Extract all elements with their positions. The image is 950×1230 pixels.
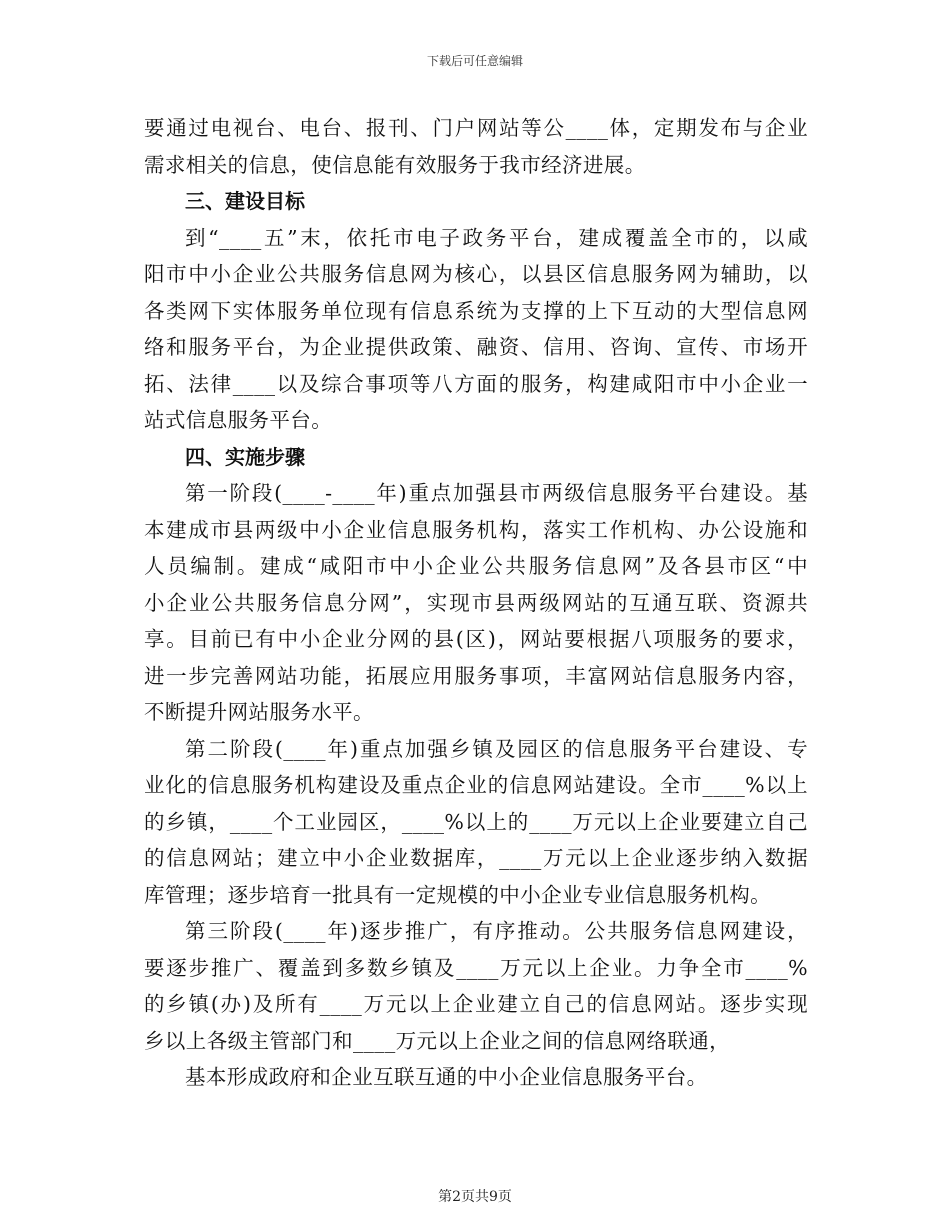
text-line: 的信息网站；建立中小企业数据库，____万元以上企业逐步纳入数据	[144, 846, 808, 870]
text-line: 第三阶段(____年)逐步推广，有序推动。公共服务信息网建设，	[185, 919, 808, 943]
paragraph	[144, 110, 808, 183]
text-line: 人员编制。建成“咸阳市中小企业公共服务信息网”及各县市区“中	[144, 554, 808, 578]
paragraph	[144, 220, 808, 439]
text-line: 享。目前已有中小企业分网的县(区)，网站要根据八项服务的要求，	[144, 627, 808, 651]
text-line: 进一步完善网站功能，拓展应用服务事项，丰富网站信息服务内容，	[144, 663, 808, 688]
text-line: 第二阶段(____年)重点加强乡镇及园区的信息服务平台建设、专	[185, 736, 808, 761]
text-line: 的乡镇，____个工业园区，____%以上的____万元以上企业要建立自己	[144, 809, 808, 834]
text-line: 乡以上各级主管部门和____万元以上企业之间的信息网络联通，	[144, 1028, 730, 1053]
document-body	[144, 110, 808, 1096]
paragraph	[144, 1059, 808, 1096]
text-line: 拓、法律____以及综合事项等八方面的服务，构建咸阳市中小企业一	[144, 371, 808, 396]
text-line: 不断提升网站服务水平。	[144, 700, 374, 724]
text-line: 的乡镇(办)及所有____万元以上企业建立自己的信息网站。逐步实现	[144, 992, 808, 1016]
text-line: 库管理；逐步培育一批具有一定规模的中小企业专业信息服务机构。	[144, 882, 771, 907]
text-line: 络和服务平台，为企业提供政策、融资、信用、咨询、宣传、市场开	[144, 335, 808, 359]
text-line: 本建成市县两级中小企业信息服务机构，落实工作机构、办公设施和	[144, 517, 808, 542]
text-line: 业化的信息服务机构建设及重点企业的信息网站建设。全市____%以上	[144, 773, 808, 797]
text-line: 到“____五”末，依托市电子政务平台，建成覆盖全市的，以咸	[185, 225, 808, 250]
paragraph	[144, 475, 808, 731]
page-footer: 第2页共9页	[438, 1189, 512, 1205]
section-heading: 四、实施步骤	[185, 444, 305, 469]
text-line: 第一阶段(____-____年)重点加强县市两级信息服务平台建设。基	[185, 481, 808, 505]
text-line: 各类网下实体服务单位现有信息系统为支撑的上下互动的大型信息网	[144, 298, 808, 323]
text-line: 要逐步推广、覆盖到多数乡镇及____万元以上企业。力争全市____%	[144, 955, 808, 980]
page-header: 下载后可任意编辑	[426, 54, 523, 68]
section-heading: 三、建设目标	[185, 189, 305, 213]
text-line: 基本形成政府和企业互联互通的中小企业信息服务平台。	[185, 1065, 708, 1089]
text-line: 要通过电视台、电台、报刊、门户网站等公____体，定期发布与企业	[144, 116, 808, 140]
paragraph	[144, 913, 808, 1059]
text-line: 阳市中小企业公共服务信息网为核心，以县区信息服务网为辅助，以	[144, 262, 808, 286]
text-line: 站式信息服务平台。	[144, 408, 333, 432]
text-line: 小企业公共服务信息分网”，实现市县两级网站的互通互联、资源共	[144, 590, 808, 615]
paragraph	[144, 731, 808, 914]
text-line: 需求相关的信息，使信息能有效服务于我市经济进展。	[144, 152, 646, 177]
